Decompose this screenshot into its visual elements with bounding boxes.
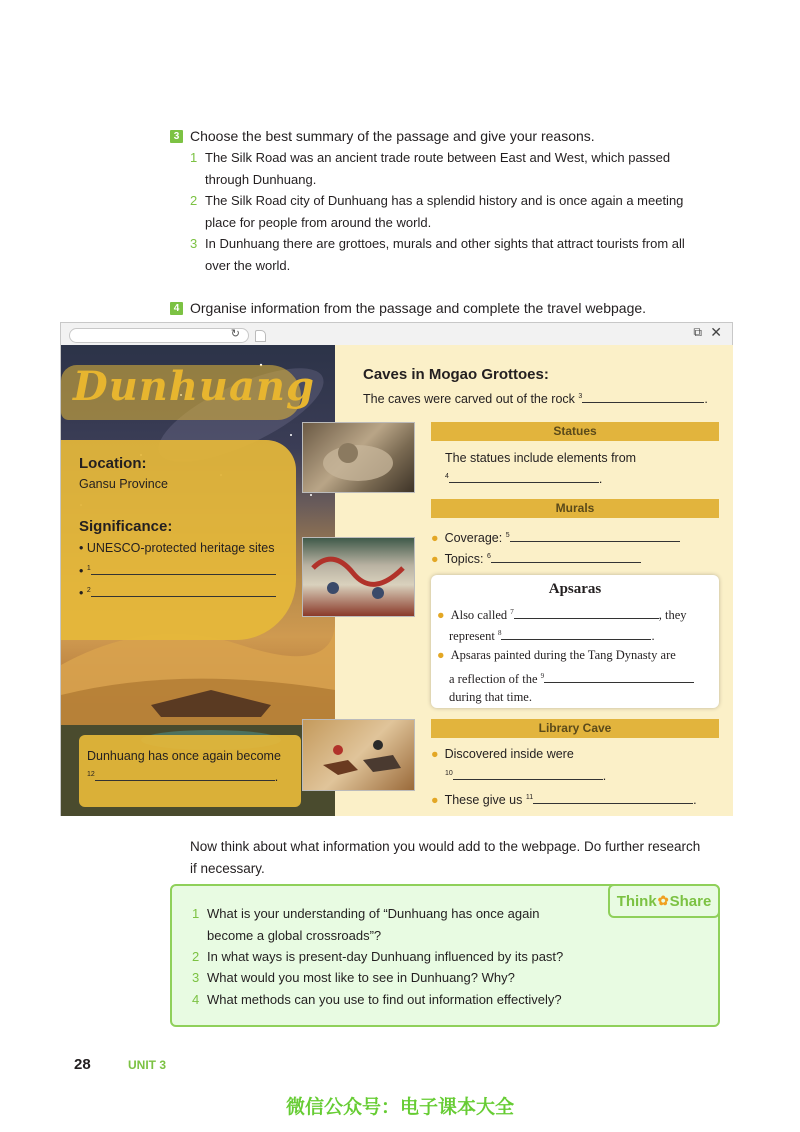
bullet-icon: ●: [431, 552, 439, 567]
library-text: These give us: [444, 793, 523, 808]
library-cave-header: Library Cave: [431, 719, 719, 738]
blank-number: 1: [86, 564, 91, 572]
answer-blank[interactable]: [91, 563, 276, 575]
bullet-icon: ●: [431, 531, 439, 546]
bullet-icon: ●: [437, 648, 445, 662]
library-blank-line: $^{10}$ .: [445, 769, 607, 784]
browser-window: [60, 322, 733, 816]
blank-number: 7: [510, 608, 514, 616]
blank-number: 8: [497, 629, 502, 637]
summary-option: [190, 147, 720, 190]
mural-figures: [303, 538, 414, 616]
murals-header: Murals: [431, 499, 719, 518]
murals-item-label: Topics:: [444, 552, 484, 567]
blank-number: 5: [505, 532, 510, 539]
library-cave-painting: [302, 719, 415, 791]
answer-blank[interactable]: [491, 551, 641, 563]
location-value: Gansu Province: [79, 477, 168, 491]
apsaras-text: , they: [658, 608, 687, 623]
location-label: Location:: [79, 455, 147, 472]
blank-number: 2: [86, 586, 91, 594]
blank-number: 11: [525, 794, 534, 801]
library-item: ● These give us $^{11}$ .: [431, 793, 697, 808]
option-number: 1: [190, 150, 198, 165]
question-item: [192, 903, 612, 946]
answer-blank[interactable]: [95, 769, 275, 781]
exercise-number-badge: 4: [170, 302, 183, 315]
summary-option: [190, 190, 720, 233]
question-number: 1: [192, 906, 200, 921]
statues-header: Statues: [431, 422, 719, 441]
answer-blank[interactable]: [582, 391, 704, 403]
option-text: In Dunhuang there are grottoes, murals and other sights that attract tourists from all over the world.: [205, 236, 685, 273]
bottom-note: Dunhuang has once again become: [87, 749, 281, 763]
think-share-box: [170, 884, 720, 1027]
answer-blank[interactable]: [514, 607, 659, 619]
library-text: Discovered inside were: [444, 747, 574, 761]
answer-blank[interactable]: [91, 585, 276, 597]
murals-item-label: Coverage:: [444, 531, 503, 546]
question-item: [192, 989, 712, 1011]
question-text: In what ways is present-day Dunhuang influenced by its past?: [207, 949, 564, 964]
exercise-3-header: [170, 128, 595, 144]
answer-blank[interactable]: [453, 768, 603, 780]
think-share-badge: [608, 884, 720, 918]
question-item: [192, 967, 692, 989]
further-research-text: Now think about what information you would add to the webpage. Do further research if necessary.: [190, 839, 701, 876]
exercise-4-instruction: Organise information from the passage and complete the travel webpage.: [190, 300, 647, 316]
desert-photo: [61, 345, 335, 816]
address-bar[interactable]: [69, 328, 249, 343]
significance-item: • UNESCO-protected heritage sites: [79, 541, 275, 555]
apsaras-line-2: represent $^8$ .: [449, 629, 655, 644]
caves-text: The caves were carved out of the rock: [363, 392, 575, 407]
blank-number: 12: [87, 770, 95, 778]
option-text: The Silk Road city of Dunhuang has a splendid history and is once again a meeting place for people from around the world.: [205, 193, 684, 230]
summary-option: [190, 233, 720, 276]
badge-think: Think: [616, 892, 657, 910]
restore-window-icon[interactable]: ⧉: [693, 325, 702, 339]
badge-share: Share: [669, 892, 712, 910]
option-number: 3: [190, 236, 198, 251]
significance-item: • $^1$: [79, 563, 276, 578]
exercise-number-badge: 3: [170, 130, 183, 143]
blank-number: 9: [540, 672, 545, 680]
blank-number: 4: [445, 473, 449, 480]
answer-blank[interactable]: [544, 671, 694, 683]
page-number: 28: [74, 1056, 91, 1073]
buddha-statue: [303, 423, 414, 492]
blank-number: 6: [486, 553, 491, 560]
apsaras-text: represent: [449, 629, 495, 644]
apsaras-text: Apsaras painted during the Tang Dynasty are: [450, 648, 676, 662]
new-tab-icon[interactable]: [255, 330, 266, 342]
exercise-3-instruction: Choose the best summary of the passage and give your reasons.: [190, 128, 595, 144]
webpage-content: [61, 345, 733, 816]
apsaras-card: [431, 575, 719, 708]
close-window-icon[interactable]: ✕: [710, 324, 722, 340]
bullet-icon: ●: [431, 793, 439, 808]
bullet-icon: ●: [431, 747, 439, 761]
answer-blank[interactable]: [510, 530, 680, 542]
question-text: What is your understanding of “Dunhuang has once again become a global crossroads”?: [207, 906, 540, 943]
apsaras-text: a reflection of the: [449, 672, 538, 687]
unit-label: UNIT 3: [128, 1058, 167, 1072]
reload-icon[interactable]: ↻: [230, 328, 240, 340]
watermark-text: 微信公众号：电子课本大全: [285, 1096, 514, 1118]
answer-blank[interactable]: [449, 471, 599, 483]
significance-label: Significance:: [79, 518, 173, 535]
bullet-icon: ●: [437, 608, 445, 623]
question-item: [192, 946, 692, 968]
reclining-buddha-photo: [302, 422, 415, 493]
apsaras-line-3: [437, 645, 676, 666]
significance-text: UNESCO-protected heritage sites: [86, 541, 275, 555]
blank-number: 10: [445, 770, 453, 777]
mural-photo: [302, 537, 415, 617]
apsaras-text: during that time.: [449, 690, 532, 704]
horse-riders: [303, 720, 414, 790]
dunhuang-logo: Dunhuang: [73, 363, 315, 410]
statues-text: The statues include elements from: [445, 451, 637, 465]
apsaras-title: Apsaras: [548, 581, 602, 597]
question-text: What methods can you use to find out information effectively?: [207, 992, 562, 1007]
option-text: The Silk Road was an ancient trade route between East and West, which passed through Dunhuang.: [205, 150, 671, 187]
apsaras-text: Also called: [450, 608, 508, 623]
answer-blank[interactable]: [533, 792, 693, 804]
option-number: 2: [190, 193, 198, 208]
question-text: What would you most like to see in Dunhuang? Why?: [207, 970, 515, 985]
bottom-note-blank-line: $^{12}$ .: [87, 770, 279, 784]
statues-blank-line: $^4$ .: [445, 472, 603, 487]
question-number: 4: [192, 992, 200, 1007]
exercise-4-header: [170, 300, 646, 316]
murals-item: [431, 546, 641, 570]
question-number: 2: [192, 949, 200, 964]
caves-title: Caves in Mogao Grottoes:: [363, 366, 549, 383]
answer-blank[interactable]: [501, 628, 651, 640]
lightbulb-icon: ✿: [657, 893, 669, 908]
question-number: 3: [192, 970, 200, 985]
caves-text-line: The caves were carved out of the rock $^3$ .: [363, 392, 708, 407]
significance-item: • $^2$: [79, 585, 276, 600]
blank-number: 3: [578, 393, 583, 400]
library-item: [431, 744, 574, 765]
